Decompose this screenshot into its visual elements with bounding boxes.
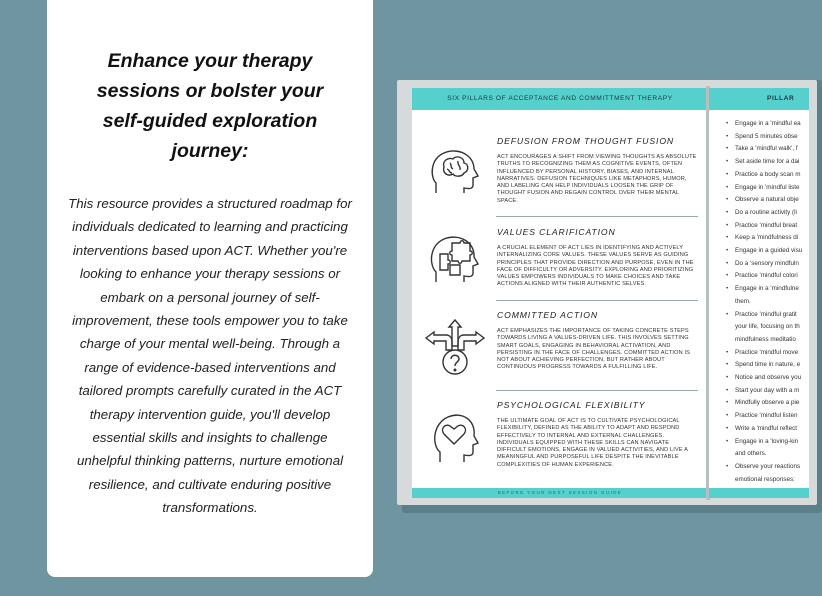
list-item: • Engage in a 'mindfulne: [735, 283, 802, 296]
right-page: [709, 88, 809, 498]
arrows-question-icon: [424, 316, 486, 378]
head-heart-icon: [426, 408, 482, 464]
list-item: • Practice 'mindful gratit: [735, 309, 802, 322]
list-item: • Do a 'sensory mindfuln: [735, 258, 802, 271]
list-item: • Engage in a 'mindful ea: [735, 118, 802, 131]
list-item: • Take a 'mindful walk', f: [735, 143, 802, 156]
list-item: • Practice 'mindful listen: [735, 410, 802, 423]
head-brain-icon: [426, 143, 482, 199]
pillar-divider: [496, 300, 698, 301]
list-item: and others.: [735, 450, 767, 458]
pillar-title: DEFUSION FROM THOUGHT FUSION: [497, 136, 675, 146]
head-puzzle-icon: [426, 230, 482, 286]
list-item: • Engage in a guided visu: [735, 245, 802, 258]
list-item: • Set aside time for a dai: [735, 156, 802, 169]
list-item: • Engage in a 'loving-kin: [735, 436, 802, 449]
pillar-text: ACT EMPHASIZES THE IMPORTANCE OF TAKING CONCRETE STEPS TOWARDS LIVING A VALUES-DRIVEN LIFE. THIS INVOLVES SETTING SMART GOALS, ENGAGING IN BEHAVIORAL ACTIVATION, AND PERSISTING IN THE FACE OF CHALLENGES. COMMITTED ACTION IS NOT ABOUT ACHIEVING PERFECTION, BUT RATHER ABOUT CONTINUOUS PROGRESS TOWARDS A FULFILLING LIFE.: [497, 328, 691, 371]
left-page-footer: BEFORE YOUR NEXT SESSION GUIDE: [412, 488, 708, 498]
left-page-header: SIX PILLARS OF ACCEPTANCE AND COMMITTMENT THERAPY: [412, 88, 708, 110]
left-page: [412, 88, 708, 498]
pillar-title: PSYCHOLOGICAL FLEXIBILITY: [497, 400, 646, 410]
list-item: • Engage in 'mindful liste: [735, 182, 802, 195]
pillar-title: VALUES CLARIFICATION: [497, 227, 616, 237]
list-item: • Keep a 'mindfulness di: [735, 232, 802, 245]
list-item: • Start your day with a m: [735, 385, 802, 398]
list-item: • Practice 'mindful breat: [735, 220, 802, 233]
pillar-text: ACT ENCOURAGES A SHIFT FROM VIEWING THOUGHTS AS ABSOLUTE TRUTHS TO RECOGNIZING THEM AS COGNITIVE EVENTS, OFTEN INFLUENCED BY PERSONAL HISTORY, BIASES, AND INTERNAL NARRATIVES. DEFUSION TECHNIQUES LIKE METAPHORS, HUMOR, AND LABELING CAN HELP INDIVIDUALS LOOSEN THE GRIP OF THOUGHT FUSION AND REGAIN CONTROL OVER THEIR MENTAL SPACE.: [497, 154, 697, 204]
list-item: • Spend 5 minutes obse: [735, 131, 802, 144]
list-item: • Practice 'mindful move: [735, 347, 802, 360]
pillar-title: COMMITTED ACTION: [497, 310, 598, 320]
pillar-text: A CRUCIAL ELEMENT OF ACT LIES IN IDENTIFYING AND ACTIVELY INTERNALIZING CORE VALUES. THESE VALUES SERVE AS GUIDING PRINCIPLES THAT PROVIDE DIRECTION AND PURPOSE, EVEN IN THE FACE OF DIFFICULTY OR ADVERSITY. EXPLORING AND PRIORITIZING VALUES EMPOWERS INDIVIDUALS TO MAKE CHOICES AND TAKE ACTIONS ALIGNED WITH THEIR AUTHENTIC SELVES.: [497, 245, 694, 288]
list-item: them.: [735, 297, 751, 305]
list-item: • Practice 'mindful colori: [735, 270, 802, 283]
list-item: • Do a routine activity (li: [735, 207, 802, 220]
list-item: • Mindfully observe a pie: [735, 397, 802, 410]
list-item: • Notice and observe you: [735, 372, 802, 385]
pillar-text: THE ULTIMATE GOAL OF ACT IS TO CULTIVATE PSYCHOLOGICAL FLEXIBILITY, DEFINED AS THE ABILITY TO ADAPT AND RESPOND EFFECTIVELY TO INTERNAL AND EXTERNAL CHALLENGES. INDIVIDUALS EQUIPPED WITH THESE SKILLS CAN NAVIGATE DIFFICULT EMOTIONS, ENGAGE IN VALUED ACTIVITIES, AND LIVE A MEANINGFUL AND PURPOSEFUL LIFE DESPITE THE INEVITABLE COMPLEXITIES OF HUMAN EXPERIENCE.: [497, 418, 688, 468]
right-page-footer: [709, 488, 809, 498]
list-item: emotional responses:: [735, 475, 795, 483]
list-item: your life, focusing on th: [735, 323, 800, 331]
card-body: This resource provides a structured roadmap for individuals dedicated to learning and practicing interventions based upon ACT. Whether you're looking to enhance your therapy sessions or embark on a personal journey of self-improvement, these tools empower you to take charge of your mental well-being. Through a range of evidence-based interventions and tailored prompts carefully curated in the ACT therapy intervention guide, you'll develop essential skills and insights to challenge unhelpful thinking patterns, nurture emotional resilience, and cultivate enduring positive transformations.: [68, 196, 352, 516]
pillar-divider: [496, 390, 698, 391]
list-item: • Write a 'mindful reflect: [735, 423, 802, 436]
list-item: • Observe your reactions: [735, 461, 802, 474]
list-item: • Practice a body scan m: [735, 169, 802, 182]
practice-list: [735, 118, 802, 486]
description-card: [47, 0, 373, 577]
right-page-header: PILLAR: [709, 88, 809, 110]
pillar-divider: [496, 216, 698, 217]
list-item: mindfulness meditatio: [735, 335, 796, 343]
list-item: • Observe a natural obje: [735, 194, 802, 207]
card-title: Enhance your therapy sessions or bolster your self-guided exploration journey:: [96, 50, 324, 162]
list-item: • Spend time in nature, e: [735, 359, 802, 372]
